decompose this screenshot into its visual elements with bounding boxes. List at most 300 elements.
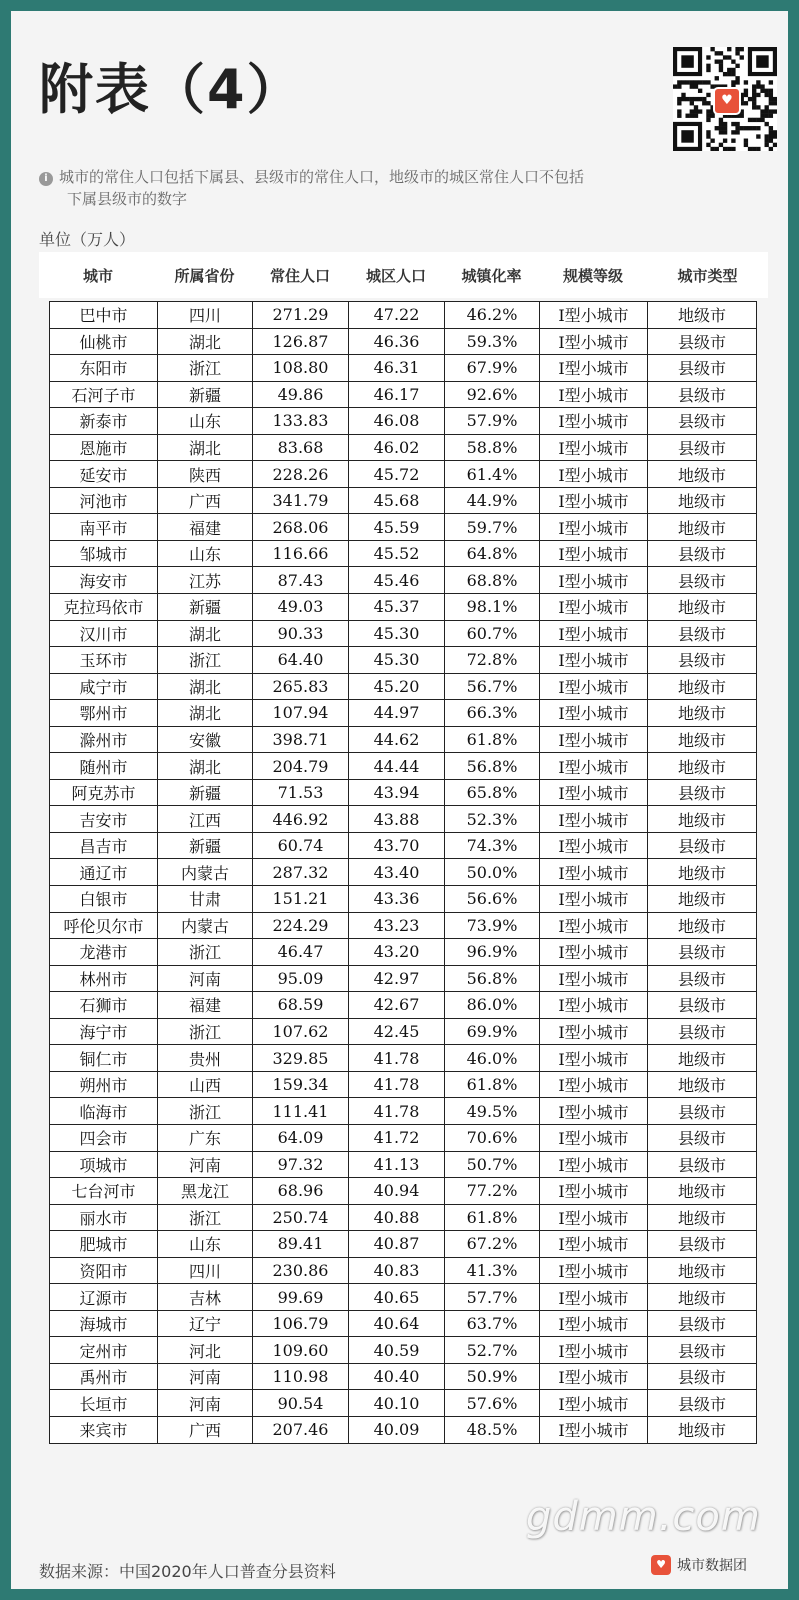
- table-cell: 仙桃市: [50, 329, 158, 355]
- table-cell: Ⅰ型小城市: [540, 567, 648, 593]
- table-cell: 湖北: [158, 621, 253, 647]
- brand-logo-icon: ♥: [651, 1555, 671, 1575]
- table-cell: 河南: [158, 1390, 253, 1416]
- table-cell: 72.8%: [445, 647, 540, 673]
- brand: [651, 1555, 747, 1575]
- table-cell: 陕西: [158, 461, 253, 487]
- table-cell: 329.85: [253, 1045, 349, 1071]
- qr-logo-icon: ♥: [713, 87, 741, 115]
- table-cell: 地级市: [677, 465, 726, 485]
- table-cell: 116.66: [253, 541, 349, 567]
- table-cell: Ⅰ型小城市: [540, 806, 648, 832]
- table-cell: 随州市: [50, 753, 158, 779]
- table-cell: 地级市: [677, 1208, 726, 1228]
- table-cell: 内蒙古: [158, 859, 253, 885]
- table-cell: 县级市: [677, 624, 726, 644]
- table-cell: 40.87: [349, 1231, 445, 1257]
- table-cell: 46.31: [349, 355, 445, 381]
- table-row: [50, 966, 756, 993]
- table-cell: 50.7%: [445, 1152, 540, 1178]
- table-cell: Ⅰ型小城市: [540, 621, 648, 647]
- table-cell: 延安市: [50, 461, 158, 487]
- column-header: 城市: [82, 266, 113, 285]
- table-cell: 浙江: [158, 939, 253, 965]
- data-table: [39, 252, 768, 1444]
- table-cell: Ⅰ型小城市: [540, 1417, 648, 1443]
- table-cell: 河北: [158, 1337, 253, 1363]
- table-row: [50, 567, 756, 594]
- table-cell: 浙江: [158, 1019, 253, 1045]
- table-cell: Ⅰ型小城市: [540, 302, 648, 328]
- table-cell: 250.74: [253, 1205, 349, 1231]
- table-cell: 县级市: [677, 996, 726, 1016]
- table-cell: Ⅰ型小城市: [540, 1311, 648, 1337]
- table-cell: 49.03: [253, 594, 349, 620]
- table-cell: 地级市: [677, 890, 726, 910]
- table-row: [50, 1072, 756, 1099]
- table-cell: 资阳市: [50, 1258, 158, 1284]
- table-cell: 县级市: [677, 837, 726, 857]
- table-cell: 县级市: [677, 1315, 726, 1335]
- table-cell: 浙江: [158, 1205, 253, 1231]
- table-cell: 90.54: [253, 1390, 349, 1416]
- table-cell: 87.43: [253, 567, 349, 593]
- table-cell: 阿克苏市: [50, 780, 158, 806]
- table-cell: 县级市: [677, 1341, 726, 1361]
- table-row: [50, 1098, 756, 1125]
- table-cell: 41.3%: [445, 1258, 540, 1284]
- table-cell: 271.29: [253, 302, 349, 328]
- table-cell: 恩施市: [50, 435, 158, 461]
- table-cell: 287.32: [253, 859, 349, 885]
- table-cell: 七台河市: [50, 1178, 158, 1204]
- table-cell: Ⅰ型小城市: [540, 859, 648, 885]
- table-cell: 67.2%: [445, 1231, 540, 1257]
- table-cell: 地级市: [677, 757, 726, 777]
- table-row: [50, 1284, 756, 1311]
- table-cell: Ⅰ型小城市: [540, 727, 648, 753]
- table-cell: 四川: [158, 1258, 253, 1284]
- table-cell: 东阳市: [50, 355, 158, 381]
- table-cell: 地级市: [677, 1049, 726, 1069]
- table-cell: 辽宁: [158, 1311, 253, 1337]
- table-cell: 广西: [158, 1417, 253, 1443]
- table-cell: Ⅰ型小城市: [540, 382, 648, 408]
- table-cell: 新疆: [158, 382, 253, 408]
- table-cell: 106.79: [253, 1311, 349, 1337]
- table-cell: 57.9%: [445, 408, 540, 434]
- table-cell: 县级市: [677, 969, 726, 989]
- table-cell: 邹城市: [50, 541, 158, 567]
- table-cell: 地级市: [677, 1288, 726, 1308]
- table-cell: 地级市: [677, 677, 726, 697]
- table-cell: 45.30: [349, 621, 445, 647]
- table-cell: Ⅰ型小城市: [540, 674, 648, 700]
- table-cell: 定州市: [50, 1337, 158, 1363]
- table-row: [50, 859, 756, 886]
- table-cell: 鄂州市: [50, 700, 158, 726]
- table-cell: 109.60: [253, 1337, 349, 1363]
- table-row: [50, 382, 756, 409]
- table-row: [50, 541, 756, 568]
- table-cell: 四川: [158, 302, 253, 328]
- table-row: [50, 1390, 756, 1417]
- table-cell: 40.59: [349, 1337, 445, 1363]
- table-cell: Ⅰ型小城市: [540, 1045, 648, 1071]
- table-cell: 42.67: [349, 992, 445, 1018]
- table-cell: 107.62: [253, 1019, 349, 1045]
- table-cell: 地级市: [677, 810, 726, 830]
- table-cell: 92.6%: [445, 382, 540, 408]
- table-cell: 50.9%: [445, 1364, 540, 1390]
- watermark: gdmm.com: [526, 1494, 761, 1540]
- table-cell: 341.79: [253, 488, 349, 514]
- table-cell: 新泰市: [50, 408, 158, 434]
- table-cell: 61.8%: [445, 1205, 540, 1231]
- table-cell: 长垣市: [50, 1390, 158, 1416]
- table-cell: Ⅰ型小城市: [540, 833, 648, 859]
- table-cell: 地级市: [677, 492, 726, 512]
- table-cell: 46.47: [253, 939, 349, 965]
- table-cell: 45.20: [349, 674, 445, 700]
- table-cell: 地级市: [677, 1261, 726, 1281]
- table-cell: 县级市: [677, 359, 726, 379]
- table-row: [50, 939, 756, 966]
- table-cell: 地级市: [677, 1076, 726, 1096]
- table-cell: 40.65: [349, 1284, 445, 1310]
- column-header: 规模等级: [562, 266, 623, 285]
- column-header: 城市类型: [677, 266, 738, 285]
- table-cell: 45.72: [349, 461, 445, 487]
- table-cell: Ⅰ型小城市: [540, 753, 648, 779]
- page-title: 附表（4）: [39, 58, 303, 121]
- table-row: [50, 700, 756, 727]
- table-row: [50, 1152, 756, 1179]
- table-cell: 县级市: [677, 1368, 726, 1388]
- table-cell: Ⅰ型小城市: [540, 647, 648, 673]
- table-cell: 41.72: [349, 1125, 445, 1151]
- table-cell: 县级市: [677, 943, 726, 963]
- table-cell: 61.8%: [445, 1072, 540, 1098]
- table-cell: 111.41: [253, 1098, 349, 1124]
- table-cell: 克拉玛依市: [50, 594, 158, 620]
- table-cell: Ⅰ型小城市: [540, 1258, 648, 1284]
- info-icon: i: [39, 172, 53, 186]
- table-cell: 浙江: [158, 1098, 253, 1124]
- column-header: 所属省份: [174, 266, 235, 285]
- table-cell: 57.7%: [445, 1284, 540, 1310]
- table-cell: 40.64: [349, 1311, 445, 1337]
- table-row: [50, 780, 756, 807]
- table-row: [50, 1258, 756, 1285]
- table-cell: Ⅰ型小城市: [540, 1178, 648, 1204]
- table-cell: 辽源市: [50, 1284, 158, 1310]
- table-row: [50, 488, 756, 515]
- table-cell: Ⅰ型小城市: [540, 1098, 648, 1124]
- table-cell: 66.3%: [445, 700, 540, 726]
- table-cell: 铜仁市: [50, 1045, 158, 1071]
- table-cell: 45.30: [349, 647, 445, 673]
- table-cell: 151.21: [253, 886, 349, 912]
- table-cell: 44.97: [349, 700, 445, 726]
- table-cell: 65.8%: [445, 780, 540, 806]
- table-cell: 朔州市: [50, 1072, 158, 1098]
- table-cell: Ⅰ型小城市: [540, 1152, 648, 1178]
- table-cell: 浙江: [158, 647, 253, 673]
- table-cell: 河南: [158, 1364, 253, 1390]
- table-cell: 禹州市: [50, 1364, 158, 1390]
- table-cell: 南平市: [50, 514, 158, 540]
- table-cell: 446.92: [253, 806, 349, 832]
- table-cell: 41.78: [349, 1072, 445, 1098]
- table-cell: 县级市: [677, 412, 726, 432]
- table-row: [50, 913, 756, 940]
- table-cell: 68.96: [253, 1178, 349, 1204]
- table-cell: 吉安市: [50, 806, 158, 832]
- table-cell: 呼伦贝尔市: [50, 913, 158, 939]
- table-row: [50, 355, 756, 382]
- table-cell: 吉林: [158, 1284, 253, 1310]
- table-cell: 45.59: [349, 514, 445, 540]
- table-cell: 204.79: [253, 753, 349, 779]
- table-cell: 43.23: [349, 913, 445, 939]
- table-cell: 398.71: [253, 727, 349, 753]
- table-cell: 四会市: [50, 1125, 158, 1151]
- table-cell: 224.29: [253, 913, 349, 939]
- table-row: [50, 886, 756, 913]
- table-cell: Ⅰ型小城市: [540, 541, 648, 567]
- table-cell: 丽水市: [50, 1205, 158, 1231]
- table-cell: 40.09: [349, 1417, 445, 1443]
- table-row: [50, 753, 756, 780]
- table-row: [50, 1205, 756, 1232]
- table-cell: Ⅰ型小城市: [540, 1390, 648, 1416]
- column-header: 城区人口: [365, 266, 426, 285]
- table-cell: 40.88: [349, 1205, 445, 1231]
- table-cell: 43.36: [349, 886, 445, 912]
- table-cell: 126.87: [253, 329, 349, 355]
- table-cell: 湖北: [158, 674, 253, 700]
- table-cell: 47.22: [349, 302, 445, 328]
- table-cell: 浙江: [158, 355, 253, 381]
- table-cell: 44.62: [349, 727, 445, 753]
- table-cell: 甘肃: [158, 886, 253, 912]
- table-cell: 广西: [158, 488, 253, 514]
- table-cell: Ⅰ型小城市: [540, 780, 648, 806]
- table-cell: 49.5%: [445, 1098, 540, 1124]
- table-cell: 地级市: [677, 704, 726, 724]
- table-cell: 河池市: [50, 488, 158, 514]
- table-cell: 52.7%: [445, 1337, 540, 1363]
- note-line-1: 城市的常住人口包括下属县、县级市的常住人口，地级市的城区常住人口不包括: [59, 168, 585, 186]
- table-cell: 新疆: [158, 594, 253, 620]
- table-cell: 地级市: [677, 598, 726, 618]
- table-cell: Ⅰ型小城市: [540, 1284, 648, 1310]
- table-cell: 广东: [158, 1125, 253, 1151]
- table-cell: 40.94: [349, 1178, 445, 1204]
- table-cell: 46.17: [349, 382, 445, 408]
- table-cell: 59.7%: [445, 514, 540, 540]
- table-cell: Ⅰ型小城市: [540, 594, 648, 620]
- table-cell: 41.13: [349, 1152, 445, 1178]
- table-row: [50, 435, 756, 462]
- table-cell: 56.8%: [445, 966, 540, 992]
- table-cell: 63.7%: [445, 1311, 540, 1337]
- table-cell: 白银市: [50, 886, 158, 912]
- table-cell: 73.9%: [445, 913, 540, 939]
- table-cell: 46.2%: [445, 302, 540, 328]
- table-cell: 40.83: [349, 1258, 445, 1284]
- table-cell: 69.9%: [445, 1019, 540, 1045]
- table-cell: 89.41: [253, 1231, 349, 1257]
- table-cell: Ⅰ型小城市: [540, 1364, 648, 1390]
- table-cell: 41.78: [349, 1045, 445, 1071]
- table-cell: 68.59: [253, 992, 349, 1018]
- table-cell: 湖北: [158, 700, 253, 726]
- table-cell: Ⅰ型小城市: [540, 1019, 648, 1045]
- table-cell: 40.10: [349, 1390, 445, 1416]
- table-row: [50, 329, 756, 356]
- table-cell: 县级市: [677, 1235, 726, 1255]
- table-cell: 县级市: [677, 1102, 726, 1122]
- table-row: [50, 727, 756, 754]
- table-row: [50, 1311, 756, 1338]
- table-cell: 滁州市: [50, 727, 158, 753]
- table-cell: 97.32: [253, 1152, 349, 1178]
- table-cell: 45.52: [349, 541, 445, 567]
- table-cell: 45.68: [349, 488, 445, 514]
- table-body: [49, 301, 757, 1444]
- table-cell: 95.09: [253, 966, 349, 992]
- table-cell: 内蒙古: [158, 913, 253, 939]
- table-cell: Ⅰ型小城市: [540, 488, 648, 514]
- source-note: 数据来源：中国2020年人口普查分县资料: [39, 1562, 336, 1581]
- table-row: [50, 1417, 756, 1444]
- table-row: [50, 992, 756, 1019]
- table-row: [50, 806, 756, 833]
- table-cell: 县级市: [677, 439, 726, 458]
- table-row: [50, 1231, 756, 1258]
- table-row: [50, 514, 756, 541]
- table-cell: 黑龙江: [158, 1178, 253, 1204]
- table-cell: Ⅰ型小城市: [540, 1125, 648, 1151]
- table-cell: 河南: [158, 1152, 253, 1178]
- table-row: [50, 461, 756, 488]
- table-cell: 207.46: [253, 1417, 349, 1443]
- table-cell: 159.34: [253, 1072, 349, 1098]
- table-cell: 86.0%: [445, 992, 540, 1018]
- table-row: [50, 1125, 756, 1152]
- table-cell: 98.1%: [445, 594, 540, 620]
- table-cell: 83.68: [253, 435, 349, 461]
- table-cell: 县级市: [677, 784, 726, 804]
- table-cell: 228.26: [253, 461, 349, 487]
- table-row: [50, 833, 756, 860]
- table-cell: 福建: [158, 514, 253, 540]
- table-cell: 42.97: [349, 966, 445, 992]
- table-cell: Ⅰ型小城市: [540, 461, 648, 487]
- table-cell: 268.06: [253, 514, 349, 540]
- table-cell: 临海市: [50, 1098, 158, 1124]
- table-cell: 41.78: [349, 1098, 445, 1124]
- table-cell: Ⅰ型小城市: [540, 1072, 648, 1098]
- table-cell: 68.8%: [445, 567, 540, 593]
- table-cell: Ⅰ型小城市: [540, 966, 648, 992]
- table-cell: Ⅰ型小城市: [540, 1337, 648, 1363]
- table-cell: 58.8%: [445, 435, 540, 461]
- table-cell: 60.74: [253, 833, 349, 859]
- table-cell: 43.40: [349, 859, 445, 885]
- table-cell: 56.7%: [445, 674, 540, 700]
- page: [11, 11, 788, 1589]
- table-cell: 61.4%: [445, 461, 540, 487]
- table-cell: 57.6%: [445, 1390, 540, 1416]
- table-cell: 贵州: [158, 1045, 253, 1071]
- table-cell: 64.09: [253, 1125, 349, 1151]
- table-cell: 海安市: [50, 567, 158, 593]
- table-cell: 50.0%: [445, 859, 540, 885]
- table-row: [50, 594, 756, 621]
- table-cell: 46.36: [349, 329, 445, 355]
- table-cell: 77.2%: [445, 1178, 540, 1204]
- table-cell: 石狮市: [50, 992, 158, 1018]
- table-cell: 52.3%: [445, 806, 540, 832]
- table-cell: 县级市: [677, 651, 726, 671]
- table-cell: 河南: [158, 966, 253, 992]
- table-cell: 咸宁市: [50, 674, 158, 700]
- table-cell: 江西: [158, 806, 253, 832]
- table-cell: 71.53: [253, 780, 349, 806]
- table-cell: 山西: [158, 1072, 253, 1098]
- table-cell: Ⅰ型小城市: [540, 514, 648, 540]
- table-cell: 56.6%: [445, 886, 540, 912]
- table-cell: 地级市: [677, 1182, 726, 1202]
- table-cell: 44.44: [349, 753, 445, 779]
- table-cell: Ⅰ型小城市: [540, 408, 648, 434]
- table-cell: 江苏: [158, 567, 253, 593]
- table-row: [50, 674, 756, 701]
- table-cell: 地级市: [677, 916, 726, 936]
- table-cell: 99.69: [253, 1284, 349, 1310]
- table-cell: 90.33: [253, 621, 349, 647]
- table-cell: 43.88: [349, 806, 445, 832]
- table-cell: 县级市: [677, 385, 726, 405]
- table-cell: 48.5%: [445, 1417, 540, 1443]
- table-cell: 60.7%: [445, 621, 540, 647]
- table-cell: 43.20: [349, 939, 445, 965]
- table-cell: 山东: [158, 408, 253, 434]
- table-row: [50, 647, 756, 674]
- table-row: [50, 408, 756, 435]
- table-cell: 地级市: [677, 731, 726, 751]
- table-cell: 龙港市: [50, 939, 158, 965]
- table-cell: 96.9%: [445, 939, 540, 965]
- table-cell: 林州市: [50, 966, 158, 992]
- table-cell: 山东: [158, 1231, 253, 1257]
- table-cell: 67.9%: [445, 355, 540, 381]
- table-cell: 县级市: [677, 1129, 726, 1149]
- table-cell: 45.46: [349, 567, 445, 593]
- table-cell: 110.98: [253, 1364, 349, 1390]
- table-cell: Ⅰ型小城市: [540, 913, 648, 939]
- table-cell: 海宁市: [50, 1019, 158, 1045]
- table-cell: 县级市: [677, 545, 726, 565]
- table-cell: Ⅰ型小城市: [540, 355, 648, 381]
- table-cell: 地级市: [677, 306, 726, 326]
- table-cell: 43.70: [349, 833, 445, 859]
- table-cell: 地级市: [677, 1421, 726, 1441]
- table-cell: 44.9%: [445, 488, 540, 514]
